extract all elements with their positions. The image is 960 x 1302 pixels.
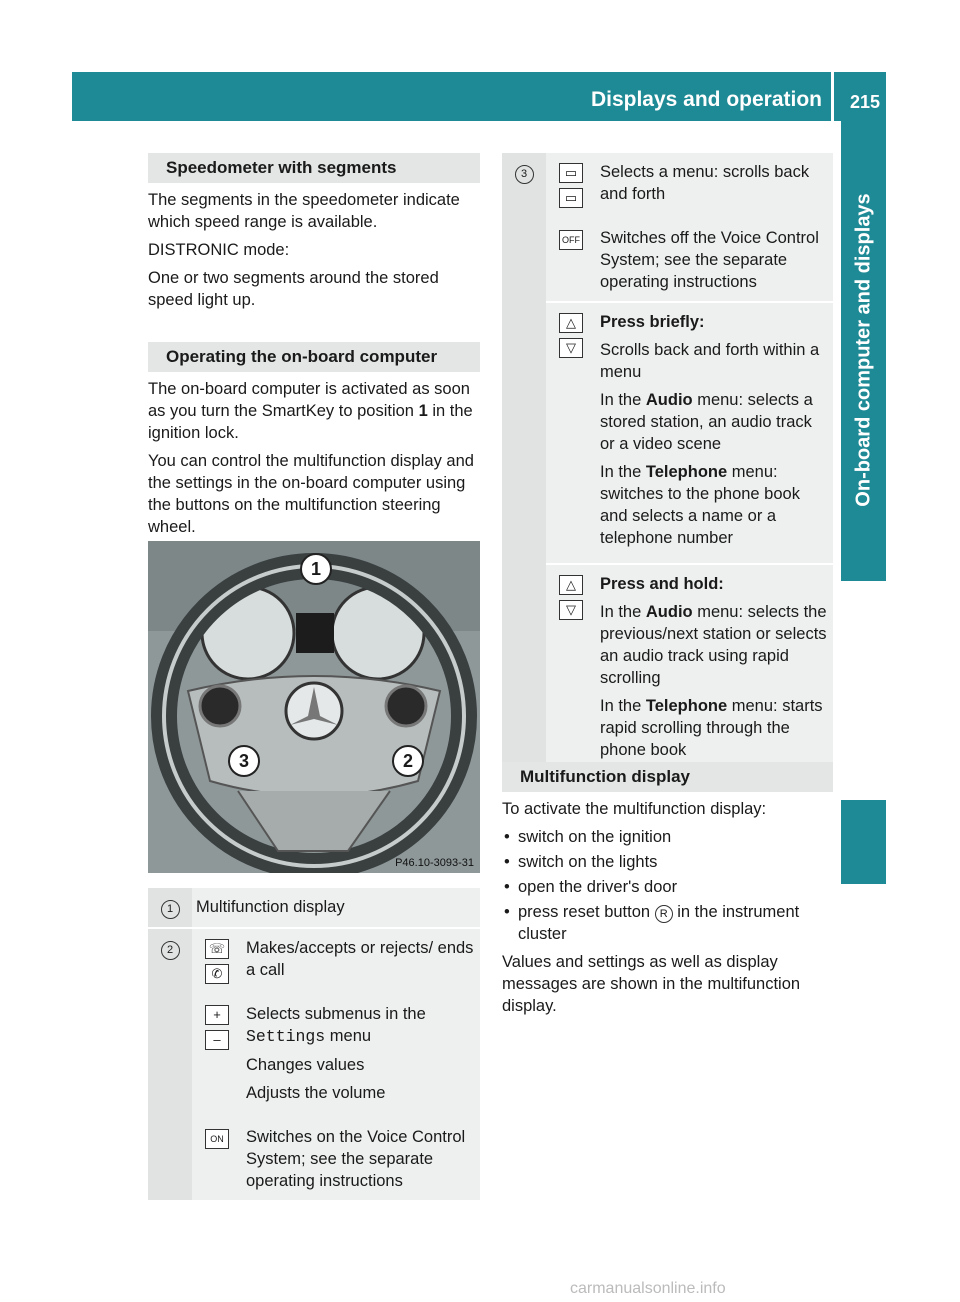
- table-row: [502, 302, 833, 564]
- voice-off-icons: [546, 219, 596, 302]
- key-table-left: [148, 888, 480, 1200]
- row-description: Press and hold: In the Audio menu: selects the previous/next station or selects an audio track using rapid scrolling In the Telephone menu: starts rapid scrolling through the phone book: [596, 564, 833, 775]
- scroll-down-icon: ▽: [559, 600, 583, 620]
- row-description: Makes/accepts or rejects/ ends a call: [242, 928, 480, 995]
- menu-icons: [546, 153, 596, 219]
- voice-control-on-icon: ON: [205, 1129, 229, 1149]
- section-operating-body: [148, 378, 482, 544]
- row-number: 1: [148, 888, 192, 928]
- scroll-down-icon: ▽: [559, 338, 583, 358]
- row-description: Multifunction display: [192, 888, 480, 928]
- callout-3: 3: [228, 745, 260, 777]
- section-mfd-body: [502, 798, 833, 1023]
- paragraph: The on-board computer is activated as soon as you turn the SmartKey to position 1 in the ignition lock.: [148, 380, 473, 442]
- voice-control-off-icon: OFF: [559, 230, 583, 250]
- callout-2: 2: [392, 745, 424, 777]
- table-row: [148, 995, 480, 1118]
- table-row: [502, 153, 833, 219]
- page-header: [72, 72, 886, 121]
- watermark: carmanualsonline.info: [570, 1280, 726, 1297]
- volume-icons: [192, 995, 242, 1118]
- paragraph: Values and settings as well as display messages are shown in the multifunction display.: [502, 953, 801, 1015]
- table-row: [502, 219, 833, 302]
- page-number: 215: [849, 92, 880, 112]
- row-description: Switches on the Voice Control System; see the separate operating instructions: [242, 1118, 480, 1200]
- plus-icon: +: [205, 1005, 229, 1025]
- section-speedometer-body: [148, 189, 480, 317]
- list-item: • open the driver's door: [502, 876, 833, 898]
- row-description: Switches off the Voice Control System; see the separate operating instructions: [596, 219, 833, 302]
- table-row: [502, 564, 833, 775]
- section-operating-title: Operating the on-board computer: [148, 342, 480, 372]
- header-separator: [831, 72, 834, 121]
- table-row: [148, 1118, 480, 1200]
- row-number: 3: [502, 153, 546, 775]
- paragraph: The segments in the speedometer indicate which speed range is available.: [148, 191, 460, 231]
- activation-steps: [502, 826, 833, 945]
- section-mfd-title: Multifunction display: [502, 762, 833, 792]
- chapter-tab-label: On-board computer and displays: [852, 193, 875, 507]
- phone-icons: [192, 928, 242, 995]
- list-item: • press reset button R in the instrument cluster: [502, 901, 833, 945]
- paragraph: One or two segments around the stored speed light up.: [148, 269, 439, 309]
- accept-call-icon: ✆: [205, 964, 229, 984]
- scroll-up-icon: △: [559, 313, 583, 333]
- key-table-right: [502, 153, 833, 775]
- minus-icon: –: [205, 1030, 229, 1050]
- figure-code: P46.10-3093-31: [395, 857, 474, 869]
- list-item: • switch on the lights: [502, 851, 833, 873]
- paragraph: You can control the multifunction display and the settings in the on-board computer using the buttons on the multifunction steering wheel.: [148, 452, 474, 536]
- steering-wheel-illustration: [148, 541, 480, 873]
- scroll-hold-icons: [546, 564, 596, 775]
- row-description: Selects submenus in the Settings menu Changes values Adjusts the volume: [242, 995, 480, 1118]
- table-row: [148, 888, 480, 928]
- section-speedometer-title: Speedometer with segments: [148, 153, 480, 183]
- header-title: Displays and operation: [590, 88, 822, 111]
- menu-back-icon: ▭: [559, 163, 583, 183]
- row-description: Press briefly: Scrolls back and forth within a menu In the Audio menu: selects a stored station, an audio track or a video scene In the Telephone menu: switches to the phone book and selects a name or a telephone number: [596, 302, 833, 564]
- menu-forward-icon: ▭: [559, 188, 583, 208]
- row-number: 2: [148, 928, 192, 1200]
- scroll-up-icon: △: [559, 575, 583, 595]
- scroll-icons: [546, 302, 596, 564]
- end-call-icon: ☏: [205, 939, 229, 959]
- table-row: [148, 928, 480, 995]
- row-description: Selects a menu: scrolls back and forth: [596, 153, 833, 219]
- reset-button-icon: R: [655, 905, 673, 923]
- list-item: • switch on the ignition: [502, 826, 833, 848]
- paragraph: To activate the multifunction display:: [502, 800, 767, 818]
- paragraph: DISTRONIC mode:: [148, 241, 290, 259]
- voice-on-icons: [192, 1118, 242, 1200]
- steering-wheel-figure: [148, 541, 480, 873]
- chapter-tab-marker: [841, 800, 886, 884]
- callout-1: 1: [300, 553, 332, 585]
